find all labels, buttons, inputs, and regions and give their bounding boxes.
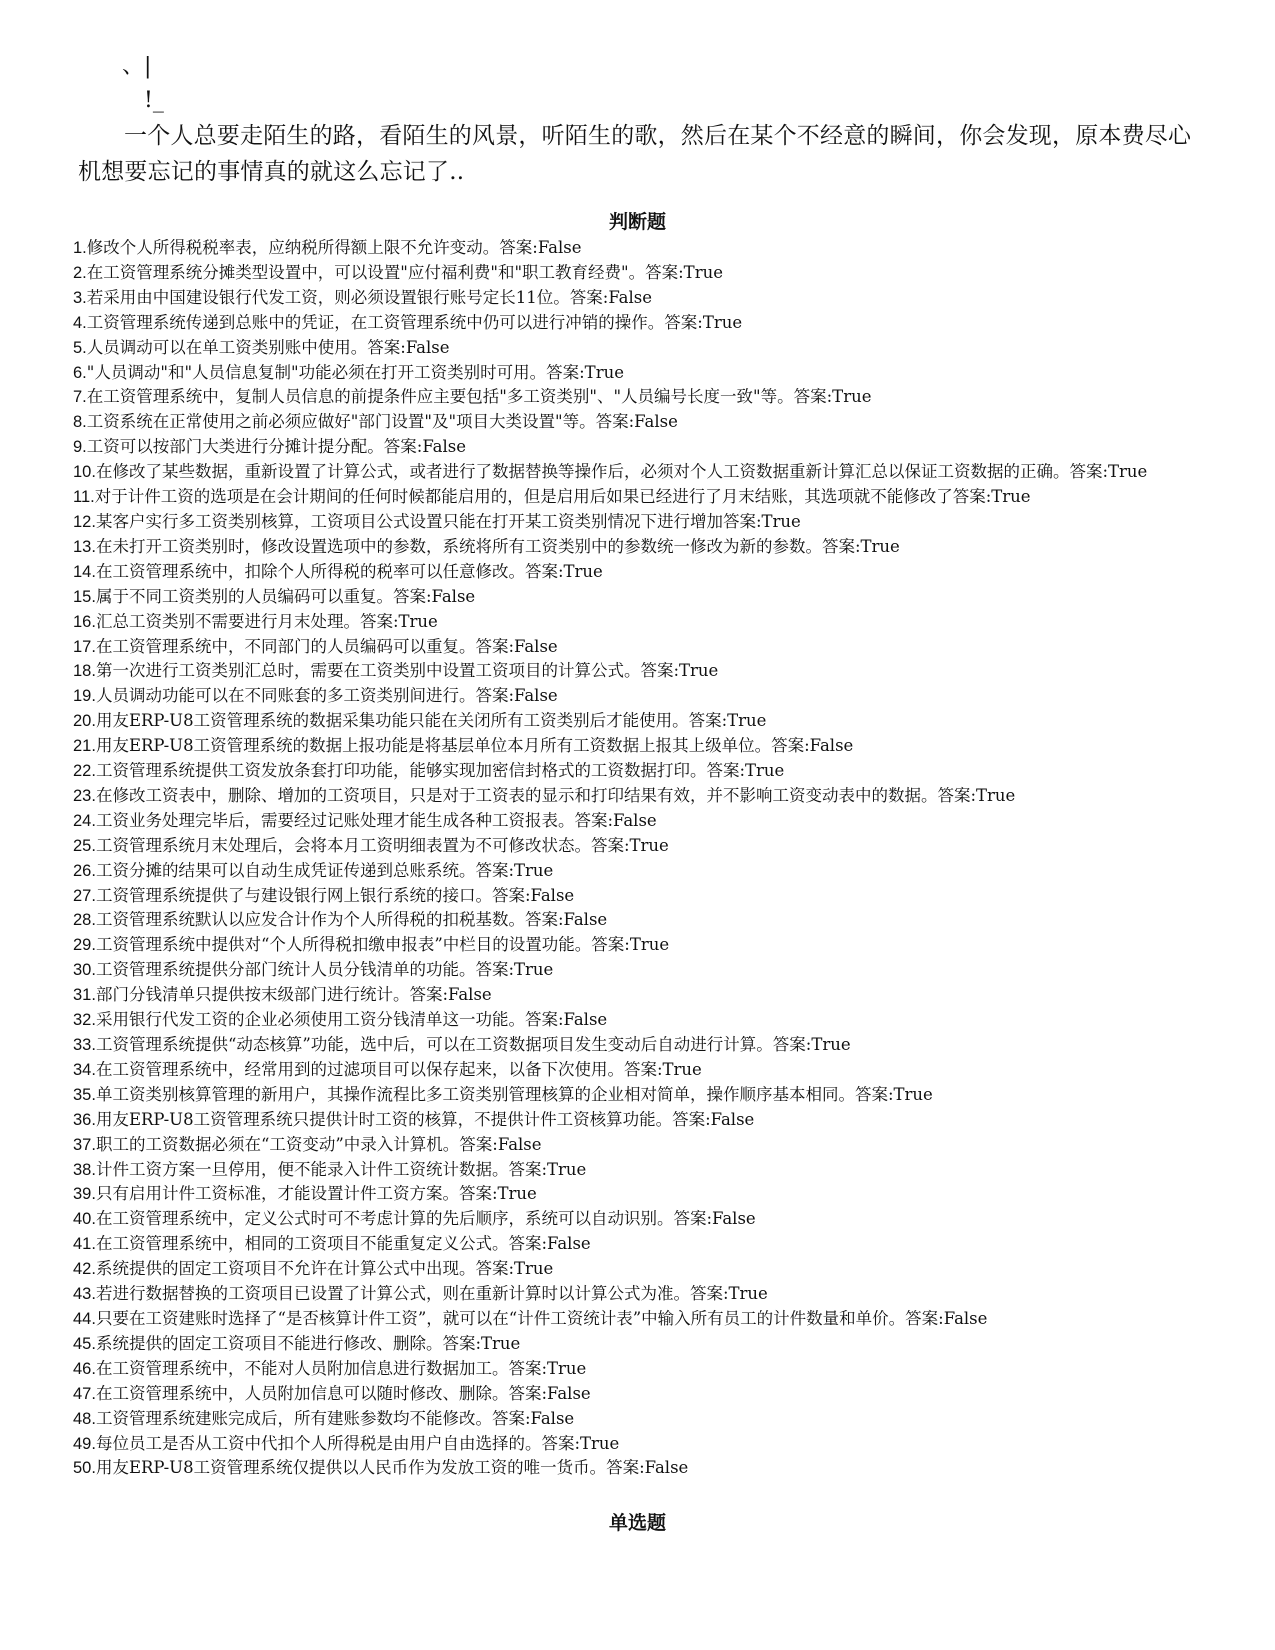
question-item bbox=[73, 809, 1213, 834]
question-item bbox=[73, 734, 1213, 759]
question-number: 36. bbox=[73, 1110, 96, 1129]
question-text: 在修改工资表中，删除、增加的工资项目，只是对于工资表的显示和打印结果有效，并不影响工资变动表中的数据。答案:True bbox=[95, 785, 1016, 805]
question-number: 43. bbox=[73, 1285, 96, 1304]
question-number: 17. bbox=[73, 637, 96, 656]
question-item bbox=[73, 286, 1213, 311]
question-item bbox=[73, 958, 1213, 983]
question-number: 30. bbox=[73, 961, 96, 980]
question-item bbox=[73, 1158, 1213, 1183]
question-text: 在工资管理系统中，人员附加信息可以随时修改、删除。答案:False bbox=[95, 1383, 591, 1403]
question-number: 24. bbox=[73, 811, 96, 830]
question-number: 5. bbox=[73, 338, 87, 357]
question-number: 19. bbox=[73, 687, 96, 706]
question-item bbox=[73, 610, 1213, 635]
question-item bbox=[73, 908, 1213, 933]
question-number: 38. bbox=[73, 1160, 96, 1179]
question-item bbox=[73, 1382, 1213, 1407]
question-item bbox=[73, 311, 1213, 336]
question-text: 工资管理系统传递到总账中的凭证，在工资管理系统中仍可以进行冲销的操作。答案:True bbox=[86, 312, 743, 332]
question-text: 在未打开工资类别时，修改设置选项中的参数，系统将所有工资类别中的参数统一修改为新的参数。答案:True bbox=[95, 536, 900, 556]
question-number: 20. bbox=[73, 712, 96, 731]
question-number: 31. bbox=[73, 986, 96, 1005]
question-text: 在工资管理系统中，扣除个人所得税的税率可以任意修改。答案:True bbox=[95, 561, 603, 581]
question-text: 在工资管理系统中，复制人员信息的前提条件应主要包括"多工资类别"、"人员编号长度一致"等。答案:True bbox=[86, 387, 872, 407]
question-number: 23. bbox=[73, 786, 96, 805]
question-text: 工资管理系统中提供对“个人所得税扣缴申报表”中栏目的设置功能。答案:True bbox=[95, 935, 670, 955]
question-number: 21. bbox=[73, 737, 96, 756]
question-number: 35. bbox=[73, 1085, 96, 1104]
question-text: 在工资管理系统中，经常用到的过滤项目可以保存起来，以备下次使用。答案:True bbox=[95, 1059, 702, 1079]
question-text: 在工资管理系统分摊类型设置中，可以设置"应付福利费"和"职工教育经费"。答案:True bbox=[86, 262, 723, 282]
question-number: 48. bbox=[73, 1409, 96, 1428]
question-text: 工资管理系统默认以应发合计作为个人所得税的扣税基数。答案:False bbox=[95, 910, 608, 930]
question-number: 40. bbox=[73, 1210, 96, 1229]
question-number: 10. bbox=[73, 463, 96, 482]
question-number: 15. bbox=[73, 587, 96, 606]
question-number: 12. bbox=[73, 512, 96, 531]
question-item bbox=[73, 1307, 1213, 1332]
question-text: 工资管理系统月末处理后，会将本月工资明细表置为不可修改状态。答案:True bbox=[95, 835, 669, 855]
question-item bbox=[73, 1456, 1213, 1481]
stray-mark-second: !_ bbox=[144, 88, 164, 113]
question-text: 用友ERP-U8工资管理系统只提供计时工资的核算，不提供计件工资核算功能。答案:False bbox=[95, 1109, 755, 1129]
question-item bbox=[73, 709, 1213, 734]
question-number: 34. bbox=[73, 1060, 96, 1079]
question-text: 计件工资方案一旦停用，便不能录入计件工资统计数据。答案:True bbox=[95, 1159, 587, 1179]
question-item bbox=[73, 659, 1213, 684]
question-item bbox=[73, 1182, 1213, 1207]
question-item bbox=[73, 1108, 1213, 1133]
question-item bbox=[73, 1083, 1213, 1108]
section-title-single-choice: 单选题 bbox=[608, 1512, 666, 1534]
question-text: 工资分摊的结果可以自动生成凭证传递到总账系统。答案:True bbox=[95, 860, 554, 880]
question-text: 在工资管理系统中，相同的工资项目不能重复定义公式。答案:False bbox=[95, 1234, 591, 1254]
question-item bbox=[73, 1332, 1213, 1357]
question-item bbox=[73, 460, 1213, 485]
question-number: 6. bbox=[73, 363, 87, 382]
question-text: 工资管理系统提供“动态核算”功能，选中后，可以在工资数据项目发生变动后自动进行计算。答案:True bbox=[95, 1035, 851, 1054]
question-item bbox=[73, 1008, 1213, 1033]
question-item bbox=[73, 859, 1213, 884]
question-item bbox=[73, 385, 1213, 410]
question-item bbox=[73, 361, 1213, 386]
question-item bbox=[73, 834, 1213, 859]
question-item bbox=[73, 510, 1213, 535]
question-text: 用友ERP-U8工资管理系统的数据采集功能只能在关闭所有工资类别后才能使用。答案:True bbox=[95, 711, 767, 731]
question-text: 在工资管理系统中，不同部门的人员编码可以重复。答案:False bbox=[95, 636, 558, 656]
question-item bbox=[73, 784, 1213, 809]
question-number: 16. bbox=[73, 612, 96, 631]
question-text: 工资管理系统提供了与建设银行网上银行系统的接口。答案:False bbox=[95, 885, 575, 905]
question-number: 28. bbox=[73, 911, 96, 930]
question-text: 对于计件工资的选项是在会计期间的任何时候都能启用的，但是启用后如果已经进行了月末结账，其选项就不能修改了答案:True bbox=[94, 487, 1031, 507]
question-number: 46. bbox=[73, 1359, 96, 1378]
question-item bbox=[73, 560, 1213, 585]
section-title-true-false: 判断题 bbox=[608, 211, 666, 233]
intro-paragraph: 一个人总要走陌生的路，看陌生的风景，听陌生的歌，然后在某个不经意的瞬间，你会发现，原本费尽心机想要忘记的事情真的就这么忘记了.. bbox=[78, 123, 1192, 185]
question-number: 45. bbox=[73, 1334, 96, 1353]
question-number: 13. bbox=[73, 537, 96, 556]
question-text: 工资管理系统提供工资发放条套打印功能，能够实现加密信封格式的工资数据打印。答案:True bbox=[95, 761, 785, 781]
question-item bbox=[73, 261, 1213, 286]
question-list bbox=[73, 236, 1213, 1481]
stray-mark-top: 、| bbox=[122, 54, 152, 79]
question-item bbox=[73, 983, 1213, 1008]
question-item bbox=[73, 1282, 1213, 1307]
question-item bbox=[73, 585, 1213, 610]
question-text: 只要在工资建账时选择了“是否核算计件工资”，就可以在“计件工资统计表”中输入所有员工的计件数量和单价。答案:False bbox=[95, 1308, 988, 1328]
question-item bbox=[73, 1133, 1213, 1158]
question-item bbox=[73, 1033, 1213, 1058]
question-number: 4. bbox=[73, 313, 87, 332]
question-item bbox=[73, 535, 1213, 560]
question-text: 每位员工是否从工资中代扣个人所得税是由用户自由选择的。答案:True bbox=[95, 1433, 620, 1453]
question-item bbox=[73, 884, 1213, 909]
question-number: 49. bbox=[73, 1434, 96, 1453]
question-number: 18. bbox=[73, 662, 96, 681]
question-text: 若采用由中国建设银行代发工资，则必须设置银行账号定长11位。答案:False bbox=[86, 287, 652, 307]
question-number: 41. bbox=[73, 1235, 96, 1254]
question-text: 人员调动功能可以在不同账套的多工资类别间进行。答案:False bbox=[95, 686, 558, 706]
question-number: 1. bbox=[73, 239, 87, 257]
question-number: 2. bbox=[73, 263, 87, 282]
question-number: 47. bbox=[73, 1384, 96, 1403]
question-text: 属于不同工资类别的人员编码可以重复。答案:False bbox=[95, 586, 476, 606]
question-number: 33. bbox=[73, 1036, 96, 1054]
question-number: 3. bbox=[73, 288, 87, 307]
question-item bbox=[73, 759, 1213, 784]
question-item bbox=[73, 485, 1213, 510]
question-text: 单工资类别核算管理的新用户，其操作流程比多工资类别管理核算的企业相对简单，操作顺序基本相同。答案:True bbox=[95, 1084, 933, 1104]
question-text: 汇总工资类别不需要进行月末处理。答案:True bbox=[95, 611, 438, 631]
question-item bbox=[73, 1257, 1213, 1282]
question-item bbox=[73, 1058, 1213, 1083]
question-text: 职工的工资数据必须在“工资变动”中录入计算机。答案:False bbox=[95, 1134, 542, 1154]
question-number: 11. bbox=[73, 488, 95, 507]
question-text: 工资可以按部门大类进行分摊计提分配。答案:False bbox=[86, 437, 466, 457]
question-number: 22. bbox=[73, 762, 96, 781]
question-item bbox=[73, 635, 1213, 660]
question-item bbox=[73, 1232, 1213, 1257]
question-text: 部门分钱清单只提供按末级部门进行统计。答案:False bbox=[95, 985, 492, 1005]
question-item bbox=[73, 236, 1213, 261]
question-text: 工资管理系统建账完成后，所有建账参数均不能修改。答案:False bbox=[95, 1408, 575, 1428]
question-item bbox=[73, 336, 1213, 361]
question-number: 32. bbox=[73, 1011, 96, 1030]
question-text: 在工资管理系统中，定义公式时可不考虑计算的先后顺序，系统可以自动识别。答案:False bbox=[95, 1209, 756, 1229]
question-number: 44. bbox=[73, 1309, 96, 1328]
question-text: 在修改了某些数据，重新设置了计算公式，或者进行了数据替换等操作后，必须对个人工资数据重新计算汇总以保证工资数据的正确。答案:True bbox=[95, 462, 1148, 482]
question-text: 采用银行代发工资的企业必须使用工资分钱清单这一功能。答案:False bbox=[95, 1010, 608, 1030]
question-number: 26. bbox=[73, 861, 96, 880]
question-item bbox=[73, 1207, 1213, 1232]
question-text: 若进行数据替换的工资项目已设置了计算公式，则在重新计算时以计算公式为准。答案:True bbox=[95, 1284, 768, 1304]
question-item bbox=[73, 933, 1213, 958]
question-text: 系统提供的固定工资项目不能进行修改、删除。答案:True bbox=[95, 1333, 521, 1353]
question-text: 在工资管理系统中，不能对人员附加信息进行数据加工。答案:True bbox=[95, 1358, 587, 1378]
question-number: 8. bbox=[73, 413, 87, 432]
question-item bbox=[73, 410, 1213, 435]
question-item bbox=[73, 435, 1213, 460]
question-number: 29. bbox=[73, 936, 96, 955]
question-text: 人员调动可以在单工资类别账中使用。答案:False bbox=[86, 337, 450, 357]
question-number: 9. bbox=[73, 438, 87, 457]
question-text: 某客户实行多工资类别核算，工资项目公式设置只能在打开某工资类别情况下进行增加答案:True bbox=[95, 511, 801, 531]
question-number: 42. bbox=[73, 1260, 96, 1279]
question-text: 用友ERP-U8工资管理系统仅提供以人民币作为发放工资的唯一货币。答案:False bbox=[95, 1458, 689, 1478]
question-text: "人员调动"和"人员信息复制"功能必须在打开工资类别时可用。答案:True bbox=[86, 362, 624, 382]
question-text: 工资业务处理完毕后，需要经过记账处理才能生成各种工资报表。答案:False bbox=[95, 810, 657, 830]
question-text: 用友ERP-U8工资管理系统的数据上报功能是将基层单位本月所有工资数据上报其上级单位。答案:False bbox=[95, 736, 854, 756]
question-text: 只有启用计件工资标准，才能设置计件工资方案。答案:True bbox=[95, 1184, 537, 1204]
question-text: 系统提供的固定工资项目不允许在计算公式中出现。答案:True bbox=[95, 1259, 554, 1279]
question-number: 39. bbox=[73, 1185, 96, 1204]
question-text: 工资系统在正常使用之前必须应做好"部门设置"及"项目大类设置"等。答案:False bbox=[86, 412, 678, 432]
question-item bbox=[73, 1432, 1213, 1457]
question-number: 37. bbox=[73, 1135, 96, 1154]
question-number: 14. bbox=[73, 562, 96, 581]
question-number: 7. bbox=[73, 388, 87, 407]
question-item bbox=[73, 1357, 1213, 1382]
question-number: 27. bbox=[73, 886, 96, 905]
question-item bbox=[73, 1407, 1213, 1432]
question-text: 工资管理系统提供分部门统计人员分钱清单的功能。答案:True bbox=[95, 960, 554, 980]
question-number: 50. bbox=[73, 1459, 96, 1478]
question-text: 第一次进行工资类别汇总时，需要在工资类别中设置工资项目的计算公式。答案:True bbox=[95, 661, 719, 681]
question-number: 25. bbox=[73, 836, 96, 855]
question-item bbox=[73, 684, 1213, 709]
question-text: 修改个人所得税税率表，应纳税所得额上限不允许变动。答案:False bbox=[86, 238, 582, 257]
